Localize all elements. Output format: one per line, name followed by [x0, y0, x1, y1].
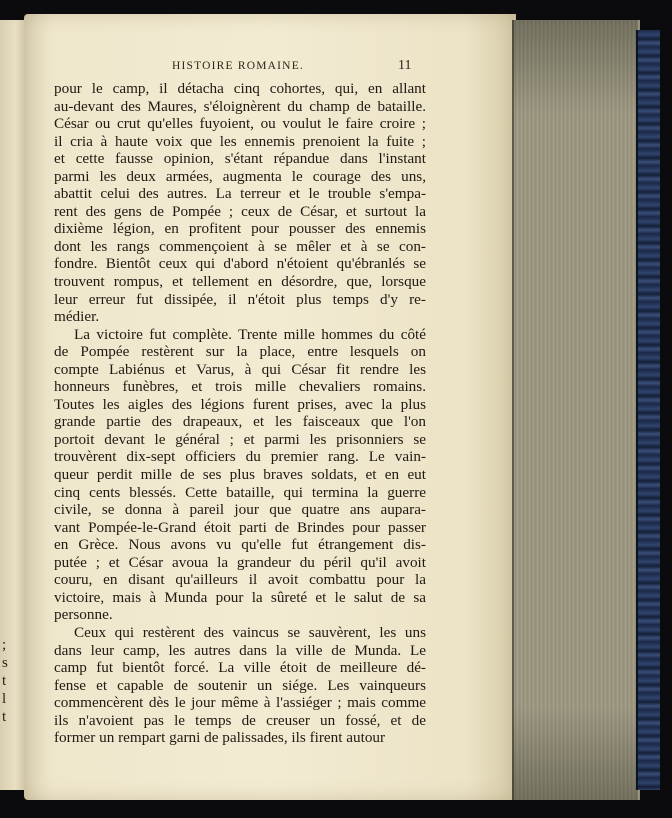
text-line: dans leur camp, les autres dans la ville de Munda. Le — [54, 641, 426, 659]
text-line: honneurs funèbres, et trois mille chevaliers romains. — [54, 378, 426, 396]
page-header — [24, 60, 516, 76]
text-line: abattit celui des autres. La terreur et le trouble s'empa- — [54, 185, 426, 203]
text-line: parmi les deux armées, augmenta le courage des uns, — [54, 167, 426, 185]
text-line: rent des gens de Pompée ; ceux de César, et surtout la — [54, 202, 426, 220]
previous-page-fragment: l — [2, 691, 7, 707]
text-line: ils n'avoient pas le temps de creuser un fossé, et de — [54, 711, 426, 729]
text-line: camp fut bientôt forcé. La ville étoit de meilleure dé- — [54, 659, 426, 677]
text-line: pour le camp, il détacha cinq cohortes, qui, en allant — [54, 80, 426, 97]
text-line: au-devant des Maures, s'éloignèrent du champ de bataille. — [54, 97, 426, 115]
text-line: victoire, mais à Munda pour la sûreté et le salut de sa — [54, 588, 426, 606]
body-text — [54, 80, 426, 747]
text-line: portoit devant le général ; et parmi les prisonniers se — [54, 430, 426, 448]
text-line: cinq cents blessés. Cette bataille, qui termina la guerre — [54, 483, 426, 501]
text-line: de Pompée restèrent sur la place, entre lesquels on — [54, 343, 426, 361]
previous-page-fragment: ; — [2, 637, 7, 653]
text-line: La victoire fut complète. Trente mille hommes du côté — [74, 325, 426, 343]
text-line: couru, en disant qu'ailleurs il avoit combattu pour la — [54, 571, 426, 589]
text-line: et cette fausse opinion, s'étant répandue dans l'instant — [54, 150, 426, 168]
page-number: 11 — [398, 58, 412, 73]
previous-page-fragment: t — [2, 709, 7, 725]
text-line: en Grèce. Nous avons vu qu'elle fut étrangement dis- — [54, 536, 426, 554]
text-line: civile, se donna à pareil jour que quatre ans aupara- — [54, 501, 426, 519]
text-line: queur perdit mille de ses plus braves soldats, et en eut — [54, 466, 426, 484]
text-line: grande partie des drapeaux, et les faisceaux que l'on — [54, 413, 426, 431]
text-line: Ceux qui restèrent des vaincus se sauvèrent, les uns — [74, 623, 426, 641]
text-line: vant Pompée-le-Grand étoit parti de Brindes pour passer — [54, 518, 426, 536]
text-line: commencèrent dès le jour même à l'assiéger ; mais comme — [54, 694, 426, 712]
text-line: dixième légion, en profitent pour pousser des ennemis — [54, 220, 426, 238]
text-line: putée ; et César avoua la grandeur du péril qu'il avoit — [54, 553, 426, 571]
text-line: trouvèrent dix-sept officiers du premier rang. Le vain- — [54, 448, 426, 466]
text-line: Toutes les aigles des légions furent prises, avec la plus — [54, 395, 426, 413]
text-line: fense et capable de soutenir un siége. Les vainqueurs — [54, 676, 426, 694]
text-line: trouvent rompus, et tellement en désordre, que, lorsque — [54, 273, 426, 291]
text-line: leur erreur fut dissipée, il n'étoit plus temps d'y re- — [54, 290, 426, 308]
text-line: former un rempart garni de palissades, ils firent autour — [54, 729, 386, 747]
marbled-cover — [636, 30, 660, 790]
previous-page-fragment: t — [2, 673, 7, 689]
running-title: HISTOIRE ROMAINE. — [172, 60, 304, 72]
text-line: fondre. Bientôt ceux qui d'abord n'étoient qu'ébranlés se — [54, 255, 426, 273]
text-line: compte Labiénus et Varus, à qui César fit rendre les — [54, 360, 426, 378]
text-line: César ou crut qu'elles fuyoient, ou voulut le faire croire ; — [54, 115, 426, 133]
text-line: il cria à haute voix que les ennemis prenoient la fuite ; — [54, 132, 426, 150]
previous-page-fragment: s — [2, 655, 8, 671]
text-line: personne. — [54, 606, 113, 624]
text-line: médier. — [54, 308, 100, 326]
page-block-shadow — [512, 20, 638, 800]
text-line: dont les rangs commençoient à se mêler et à se con- — [54, 237, 426, 255]
